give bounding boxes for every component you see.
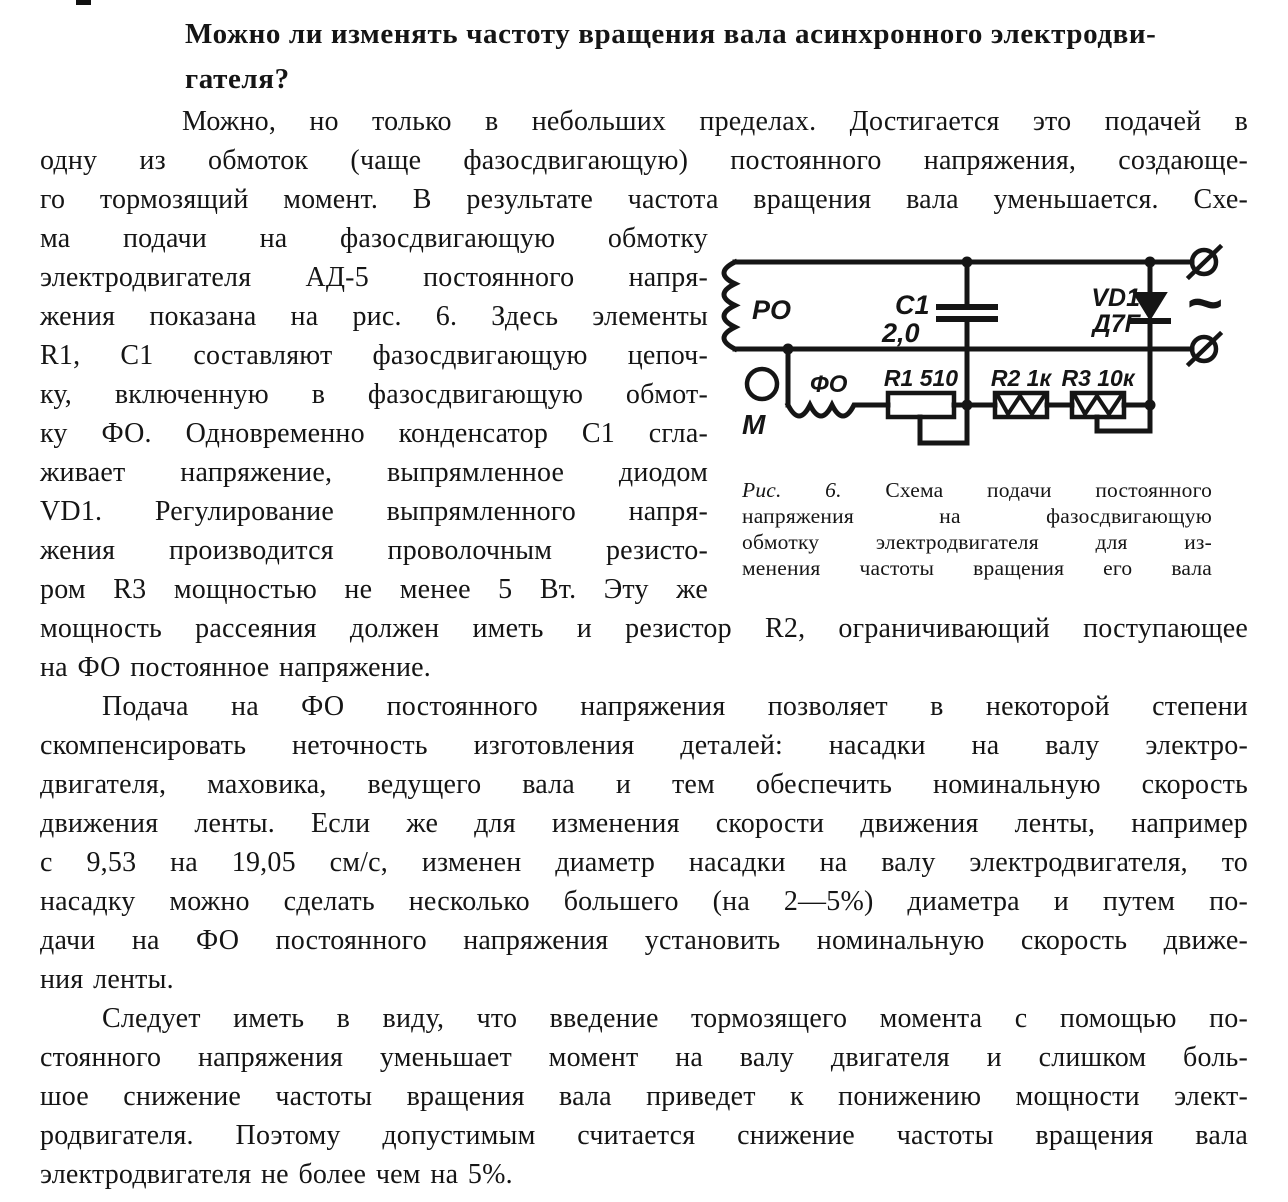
resistor-r2-label: R2 1к	[990, 365, 1052, 391]
motor-symbol	[747, 369, 777, 399]
text-and-figure-row	[40, 219, 1248, 609]
resistor-r1-tap	[920, 417, 967, 443]
text-line: го тормозящий момент. В результате частота вращения вала уменьшается. Схе-	[40, 184, 1248, 215]
main-winding-coil	[724, 262, 735, 349]
motor-label: М	[742, 409, 766, 440]
text-line: ма подачи на фазосдвигающую обмотку	[40, 223, 708, 254]
text-line: с 9,53 на 19,05 см/с, изменен диаметр насадки на валу электродвигателя, то	[40, 847, 1248, 878]
junction-dot	[962, 400, 973, 411]
text-line: Можно, но только в небольших пределах. Достигается это подачей в	[182, 106, 1248, 137]
capacitor-c1-value: 2,0	[882, 318, 920, 348]
junction-dot	[1145, 257, 1156, 268]
phase-winding-label: ФО	[810, 371, 848, 398]
main-winding-label: РО	[752, 295, 792, 325]
text-line: родвигателя. Поэтому допустимым считается снижение частоты вращения вала	[40, 1120, 1248, 1151]
text-line: Можно ли изменять частоту вращения вала асинхронного электродви-	[185, 18, 1157, 50]
text-line: движения ленты. Если же для изменения скорости движения ленты, например	[40, 808, 1248, 839]
paragraph-continuation	[40, 609, 1248, 687]
junction-dot	[962, 257, 973, 268]
figure-caption	[742, 477, 1212, 581]
paragraph-compensation	[40, 687, 1248, 999]
circuit-diagram	[712, 229, 1252, 459]
capacitor-c1-name: С1	[895, 290, 930, 320]
text-line: VD1. Регулирование выпрямленного напря-	[40, 496, 708, 527]
text-line: напряжения на фазосдвигающую	[742, 504, 1212, 528]
text-line: ния ленты.	[40, 964, 174, 995]
junction-dot	[783, 344, 794, 355]
text-line: на ФО постоянное напряжение.	[40, 652, 431, 683]
caption-line-1	[742, 477, 1212, 503]
paragraph-left-column	[40, 219, 708, 609]
text-line: стоянного напряжения уменьшает момент на валу двигателя и слишком боль-	[40, 1042, 1248, 1073]
figure-6	[712, 219, 1252, 581]
text-line: электродвигателя АД-5 постоянного напря-	[40, 262, 708, 293]
text-line: живает напряжение, выпрямленное диодом	[40, 457, 708, 488]
resistor-r1-label: R1 510	[883, 365, 959, 391]
resistor-r3-label: R3 10к	[1061, 365, 1135, 391]
diode-vd1-type: Д7Г	[1092, 310, 1140, 338]
text-line: менения частоты вращения его вала	[742, 556, 1212, 580]
text-line: дачи на ФО постоянного напряжения установить номинальную скорость движе-	[40, 925, 1248, 956]
paragraph-intro	[40, 102, 1248, 219]
text-line: шое снижение частоты вращения вала приведет к понижению мощности элект-	[40, 1081, 1248, 1112]
question-heading	[185, 12, 1248, 102]
resistor-r1	[888, 393, 954, 417]
text-line: скомпенсировать неточность изготовления деталей: насадки на валу электро-	[40, 730, 1248, 761]
text-line: электродвигателя не более чем на 5%.	[40, 1159, 513, 1190]
text-line: ку, включенную в фазосдвигающую обмот-	[40, 379, 708, 410]
caption-text: Схема подачи постоянного	[885, 478, 1213, 502]
text-line: обмотку электродвигателя для из-	[742, 530, 1212, 554]
text-line: одну из обмоток (чаще фазосдвигающую) постоянного напряжения, создающе-	[40, 145, 1248, 176]
resistor-r3-zigzag	[1075, 396, 1121, 414]
ac-source-symbol: ~	[1185, 269, 1223, 338]
figure-number: Рис. 6.	[742, 478, 842, 502]
scan-artifact	[76, 0, 91, 5]
paragraph-warning	[40, 999, 1248, 1194]
diode-vd1-name: VD1	[1091, 284, 1140, 312]
text-line: насадку можно сделать несколько большего (на 2—5%) диаметра и путем по-	[40, 886, 1248, 917]
text-line: Следует иметь в виду, что введение тормозящего момента с помощью по-	[102, 1003, 1248, 1034]
junction-dot	[1145, 400, 1156, 411]
text-line: ку ФО. Одновременно конденсатор C1 сгла-	[40, 418, 708, 449]
text-line: ром R3 мощностью не менее 5 Вт. Эту же	[40, 574, 708, 605]
text-line: жения производится проволочным резисто-	[40, 535, 708, 566]
text-line: гателя?	[185, 63, 290, 95]
phase-winding-coil	[788, 405, 888, 416]
text-line: мощность рассеяния должен иметь и резистор R2, ограничивающий поступающее	[40, 613, 1248, 644]
text-line: Подача на ФО постоянного напряжения позволяет в некоторой степени	[102, 691, 1248, 722]
text-line: жения показана на рис. 6. Здесь элементы	[40, 301, 708, 332]
resistor-r2-zigzag	[998, 396, 1044, 414]
text-line: двигателя, маховика, ведущего вала и тем обеспечить номинальную скорость	[40, 769, 1248, 800]
text-line: R1, C1 составляют фазосдвигающую цепоч-	[40, 340, 708, 371]
